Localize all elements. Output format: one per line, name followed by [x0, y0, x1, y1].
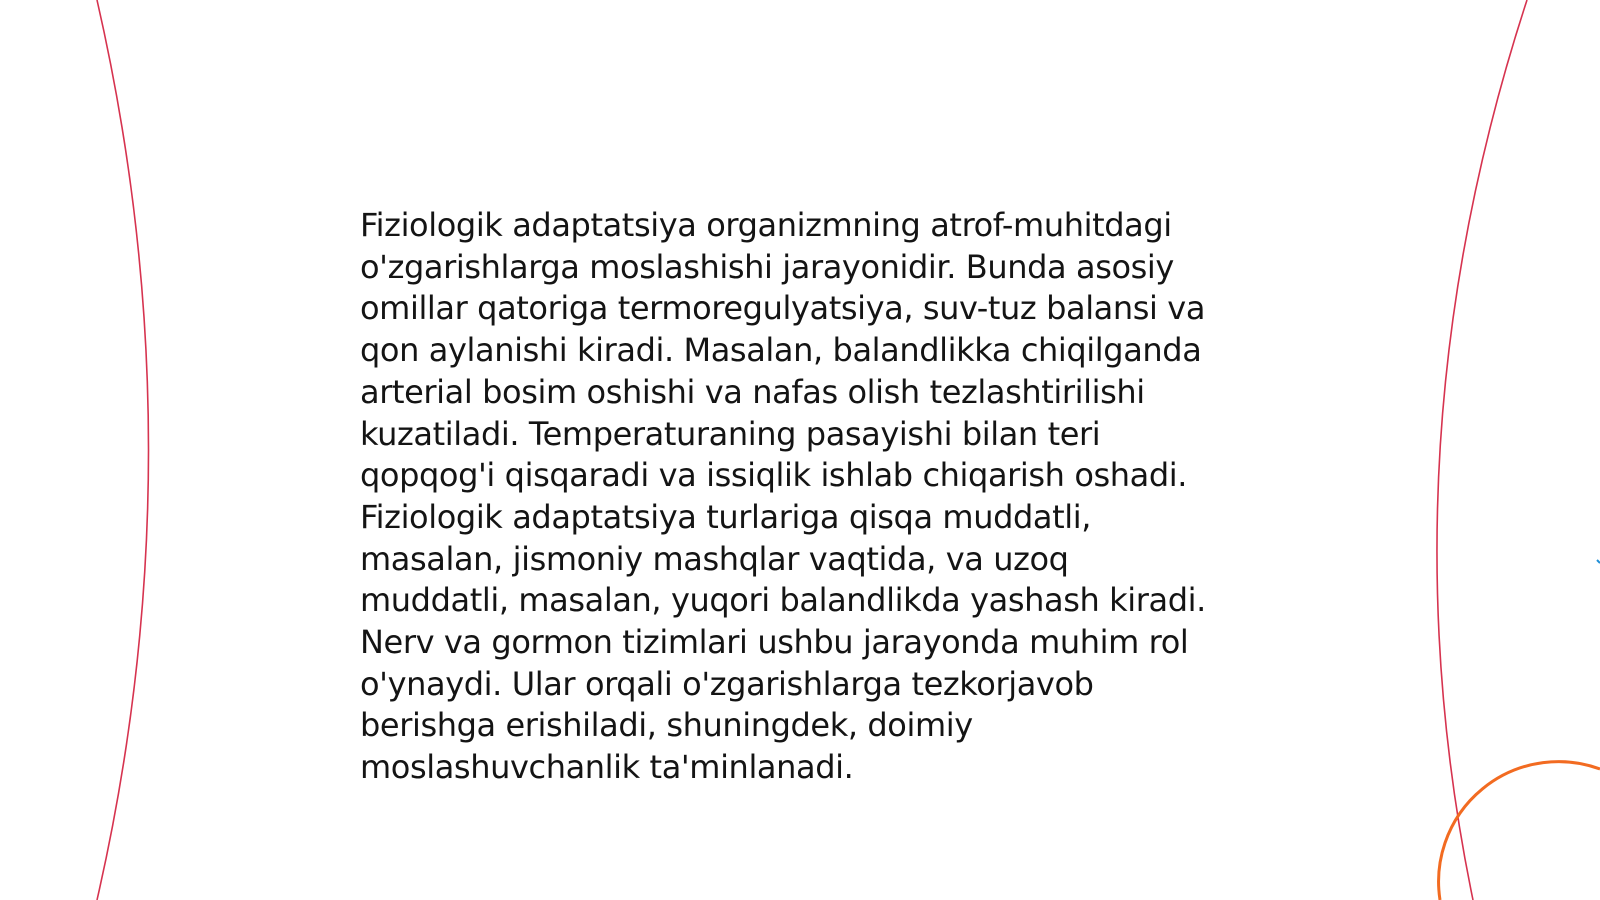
right-curve-line: [1437, 0, 1527, 900]
paragraph-line: Fiziologik adaptatsiya organizmning atrof-muhitdagi: [360, 206, 1172, 244]
left-curve-line: [97, 0, 149, 900]
paragraph-line: o'ynaydi. Ular orqali o'zgarishlarga tezkorjavob: [360, 664, 1094, 703]
paragraph-line: arterial bosim oshishi va nafas olish tezlashtirilishi: [360, 372, 1145, 411]
paragraph-line: muddatli, masalan, yuqori balandlikda yashash kiradi.: [360, 581, 1206, 620]
orange-circle-arc: [1439, 762, 1600, 900]
paragraph-line: Fiziologik adaptatsiya turlariga qisqa muddatli,: [360, 497, 1092, 536]
paragraph-line: moslashuvchanlik ta'minlanadi.: [360, 748, 854, 787]
paragraph-line: berishga erishiladi, shuningdek, doimiy: [360, 706, 973, 745]
paragraph-line: omillar qatoriga termoregulyatsiya, suv-tuz balansi va: [360, 289, 1206, 328]
paragraph-line: Nerv va gormon tizimlari ushbu jarayonda muhim rol: [360, 623, 1189, 662]
paragraph-line: masalan, jismoniy mashqlar vaqtida, va uzoq: [360, 539, 1069, 578]
paragraph-line: qon aylanishi kiradi. Masalan, balandlikka chiqilganda: [360, 331, 1202, 370]
paragraph-line: kuzatiladi. Temperaturaning pasayishi bilan teri: [360, 414, 1101, 453]
paragraph-line: o'zgarishlarga moslashishi jarayonidir. Bunda asosiy: [360, 247, 1174, 286]
paragraph-line: qopqog'i qisqaradi va issiqlik ishlab chiqarish oshadi.: [360, 456, 1188, 495]
body-paragraph: [360, 205, 1260, 789]
